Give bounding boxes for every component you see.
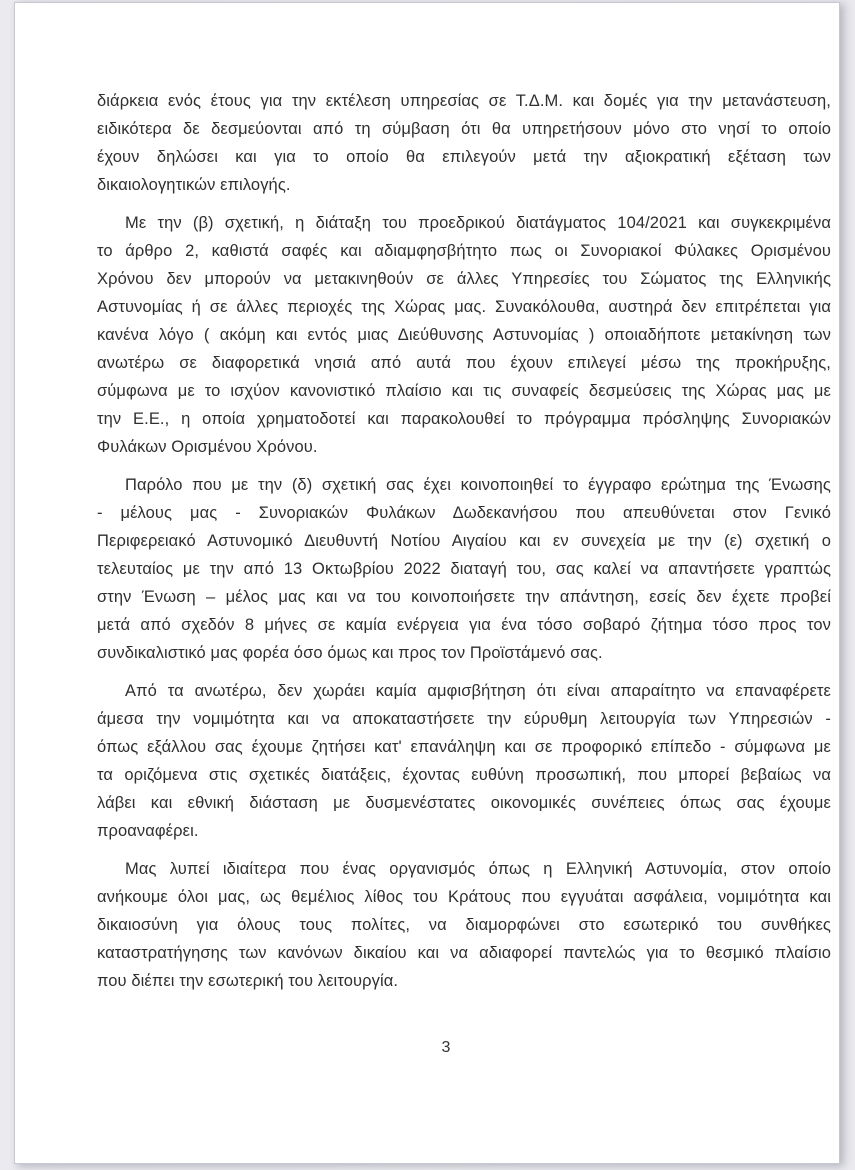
text-line: λάβει και εθνική διάσταση με δυσμενέστατες οικονομικές συνέπειες όπως σας έχουμε <box>97 794 831 812</box>
text-line: προαναφέρει. <box>97 822 199 840</box>
paragraph-regret <box>97 855 831 995</box>
text-line: - μέλους μας - Συνοριακών Φυλάκων Δωδεκανήσου που απευθύνεται στον Γενικό <box>97 504 831 522</box>
text-line: άμεσα την νομιμότητα και να αποκαταστήσετε την εύρυθμη λειτουργία των Υπηρεσιών - <box>97 710 831 728</box>
text-line: καταστρατήγησης των κανόνων δικαίου και να αδιαφορεί παντελώς για το θεσμικό πλαίσιο <box>97 944 831 962</box>
text-line: Με την (β) σχετική, η διάταξη του προεδρικού διατάγματος 104/2021 και συγκεκριμένα <box>125 214 831 232</box>
text-line: συνδικαλιστικό μας φορέα όσο όμως και προς τον Προϊστάμενό σας. <box>97 644 603 662</box>
text-line: τα οριζόμενα στις σχετικές διατάξεις, έχοντας ευθύνη προσωπική, που μπορεί βεβαίως να <box>97 766 831 784</box>
text-line: κανένα λόγο ( ακόμη και εντός μιας Διεύθυνσης Αστυνομίας ) οποιαδήποτε μετακίνηση των <box>97 326 831 344</box>
text-line: Χρόνου δεν μπορούν να μετακινηθούν σε άλλες Υπηρεσίες του Σώματος της Ελληνικής <box>97 270 831 288</box>
paragraph-continuation <box>97 87 831 199</box>
text-line: έχουν δηλώσει και για το οποίο θα επιλεγούν μετά την αξιοκρατική εξέταση των <box>97 148 831 166</box>
text-line: την Ε.Ε., η οποία χρηματοδοτεί και παρακολουθεί το πρόγραμμα πρόσληψης Συνοριακών <box>97 410 831 428</box>
paragraph-relative-d <box>97 471 831 667</box>
text-line: Αστυνομίας ή σε άλλες περιοχές της Χώρας μας. Συνακόλουθα, αυστηρά δεν επιτρέπεται για <box>97 298 831 316</box>
paragraph-relative-b <box>97 209 831 461</box>
text-line: ανήκουμε όλοι μας, ως θεμέλιος λίθος του Κράτους που εγγυάται ασφάλεια, νομιμότητα και <box>97 888 831 906</box>
text-line: τελευταίος με την από 13 Οκτωβρίου 2022 διαταγή του, σας καλεί να απαντήσετε γραπτώς <box>97 560 831 578</box>
text-line: σύμφωνα με το ισχύον κανονιστικό πλαίσιο και τις συναφείς δεσμεύσεις της Χώρας μας με <box>97 382 831 400</box>
text-line: μετά από σχεδόν 8 μήνες σε καμία ενέργεια για ένα τόσο σοβαρό ζήτημα τόσο προς τον <box>97 616 831 634</box>
text-line: Μας λυπεί ιδιαίτερα που ένας οργανισμός όπως η Ελληνική Αστυνομία, στον οποίο <box>125 860 831 878</box>
page-number: 3 <box>441 1039 451 1056</box>
text-line: Από τα ανωτέρω, δεν χωράει καμία αμφισβήτηση ότι είναι απαραίτητο να επαναφέρετε <box>125 682 831 700</box>
text-line: όπως εξάλλου σας έχουμε ζητήσει κατ' επανάληψη και σε προφορικό επίπεδο - σύμφωνα με <box>97 738 831 756</box>
document-text <box>97 87 831 1005</box>
text-line: δικαιοσύνη για όλους τους πολίτες, να διαμορφώνει στο εσωτερικό του συνθήκες <box>97 916 831 934</box>
text-line: που διέπει την εσωτερική του λειτουργία. <box>97 972 399 990</box>
paragraph-conclusion <box>97 677 831 845</box>
text-line: το άρθρο 2, καθιστά σαφές και αδιαμφησβήτητο πως οι Συνοριακοί Φύλακες Ορισμένου <box>97 242 831 260</box>
text-line: Παρόλο που με την (δ) σχετική σας έχει κοινοποιηθεί το έγγραφο ερώτημα της Ένωσης <box>125 476 831 494</box>
text-line: ειδικότερα δε δεσμεύονται από τη σύμβαση ότι θα υπηρετήσουν μόνο στο νησί το οποίο <box>97 120 831 138</box>
text-line: δικαιολογητικών επιλογής. <box>97 176 291 194</box>
text-line: διάρκεια ενός έτους για την εκτέλεση υπηρεσίας σε Τ.Δ.Μ. και δομές για την μετανάστευση, <box>97 92 831 110</box>
document-page <box>14 2 840 1164</box>
text-line: Φυλάκων Ορισμένου Χρόνου. <box>97 438 318 456</box>
text-line: στην Ένωση – μέλος μας και να του κοινοποιήσετε την απάντηση, εσείς δεν έχετε προβεί <box>97 588 831 606</box>
text-line: ανωτέρω σε διαφορετικά νησιά από αυτά που έχουν επιλεγεί μέσω της προκήρυξης, <box>97 354 831 372</box>
text-line: Περιφερειακό Αστυνομικό Διευθυντή Νοτίου Αιγαίου και εν συνεχεία με την (ε) σχετική ο <box>97 532 831 550</box>
